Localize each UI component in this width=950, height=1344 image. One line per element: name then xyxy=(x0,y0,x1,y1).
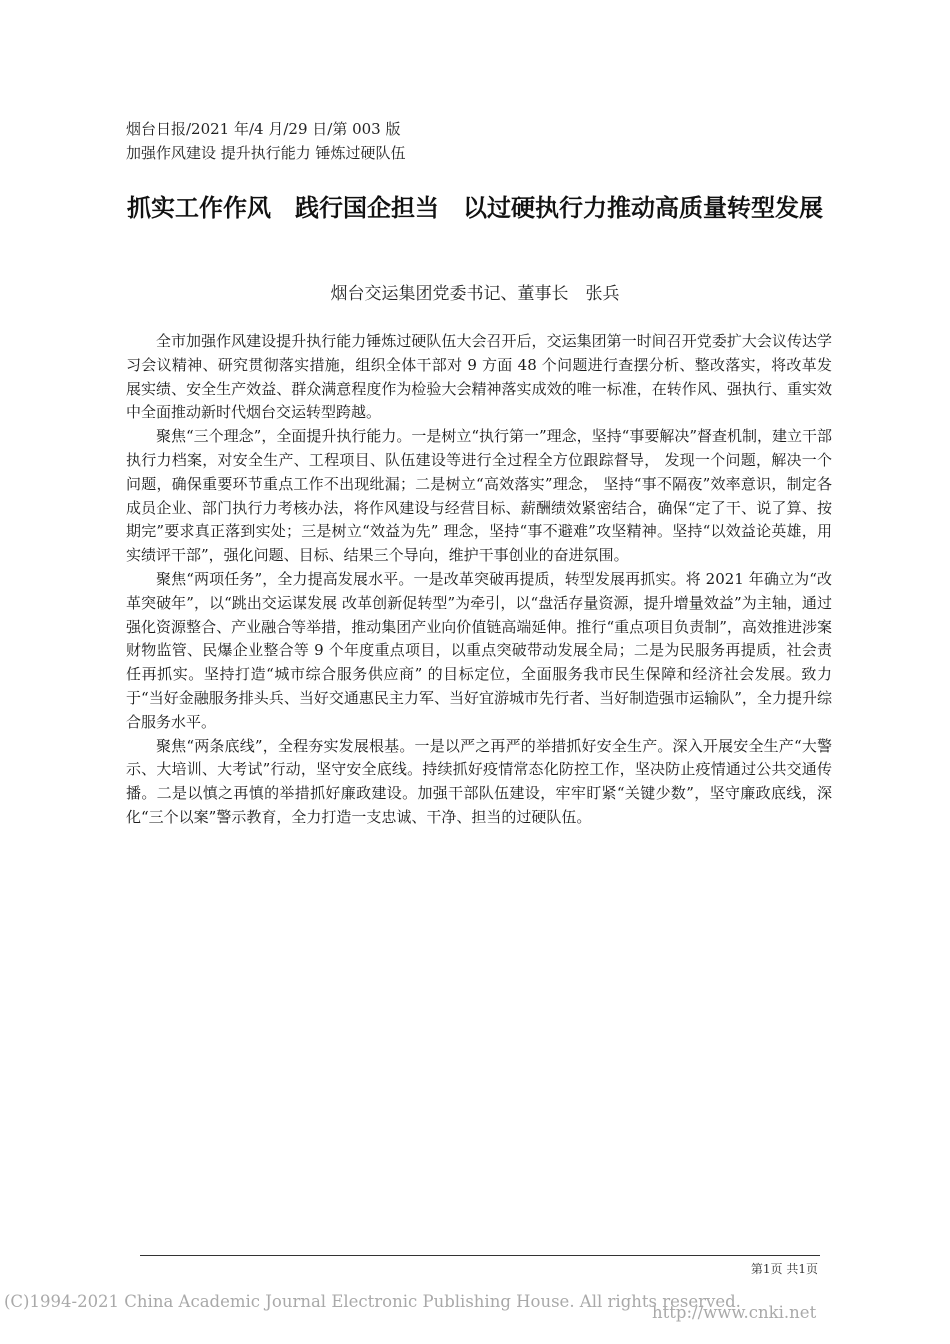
article-byline: 烟台交运集团党委书记、董事长 张兵 xyxy=(330,284,620,304)
article-meta xyxy=(126,117,406,165)
article-body xyxy=(126,330,832,830)
footer-divider xyxy=(140,1255,820,1256)
paragraph: 聚焦“三个理念”，全面提升执行能力。一是树立“执行第一”理念，坚持“事要解决”督查机制，建立干部执行力档案，对安全生产、工程项目、队伍建设等进行全过程全方位跟踪督导， 发现一个问题，解决一个问题，确保重要环节重点工作不出现纰漏；二是树立“高效落实”理念， 坚持“事不隔夜”效率意识，制定各成员企业、部门执行力考核办法，将作风建设与经营目标、薪酬绩效紧密结合，确保“定了干、说了算、按期完”要求真正落到实处；三是树立“效益为先” 理念，坚持“事不避难”攻坚精神。坚持“以效益论英雄，用实绩评干部”，强化问题、目标、结果三个导向，维护干事创业的奋进氛围。 xyxy=(126,427,833,565)
column-line: 加强作风建设 提升执行能力 锤炼过硬队伍 xyxy=(126,144,406,162)
copyright-watermark: (C)1994-2021 China Academic Journal Electronic Publishing House. All rights reserved. xyxy=(4,1292,741,1311)
paragraph: 聚焦“两条底线”，全程夯实发展根基。一是以严之再严的举措抓好安全生产。深入开展安全生产“大警示、大培训、大考试”行动，坚守安全底线。持续抓好疫情常态化防控工作，坚决防止疫情通过公共交通传播。二是以慎之再慎的举措抓好廉政建设。加强干部队伍建设，牢牢盯紧“关键少数”，坚守廉政底线，深化“三个以案”警示教育，全力打造一支忠诚、干净、担当的过硬队伍。 xyxy=(126,736,832,826)
source-line: 烟台日报/2021 年/4 月/29 日/第 003 版 xyxy=(126,120,401,138)
paragraph: 聚焦“两项任务”，全力提高发展水平。一是改革突破再提质，转型发展再抓实。将 2021 年确立为“改革突破年”，以“跳出交运谋发展 改革创新促转型”为牵引，以“盘活存量资源，提升增量效益”为主轴，通过强化资源整合、产业融合等举措，推动集团产业向价值链高端延伸。推行“重点项目负责制”，高效推进涉案财物监管、民爆企业整合等 9 个年度重点项目，以重点突破带动发展全局；二是为民服务再提质，社会责任再抓实。坚持打造“城市综合服务供应商” 的目标定位，全面服务我市民生保障和经济社会发展。致力于“当好金融服务排头兵、当好交通惠民主力军、当好宜游城市先行者、当好制造强市运输队”，全力提升综合服务水平。 xyxy=(126,569,832,731)
site-watermark: http://www.cnki.net xyxy=(652,1303,817,1322)
paragraph: 全市加强作风建设提升执行能力锤炼过硬队伍大会召开后，交运集团第一时间召开党委扩大会议传达学习会议精神、研究贯彻落实措施，组织全体干部对 9 方面 48 个问题进行查摆分析、整改落实，将改革发展实绩、安全生产效益、群众满意程度作为检验大会精神落实成效的唯一标准，在转作风、强执行、重实效中全面推动新时代烟台交运转型跨越。 xyxy=(126,332,832,422)
article-title: 抓实工作作风 践行国企担当 以过硬执行力推动高质量转型发展 xyxy=(127,194,823,222)
page-number: 第1页 共1页 xyxy=(750,1262,818,1276)
